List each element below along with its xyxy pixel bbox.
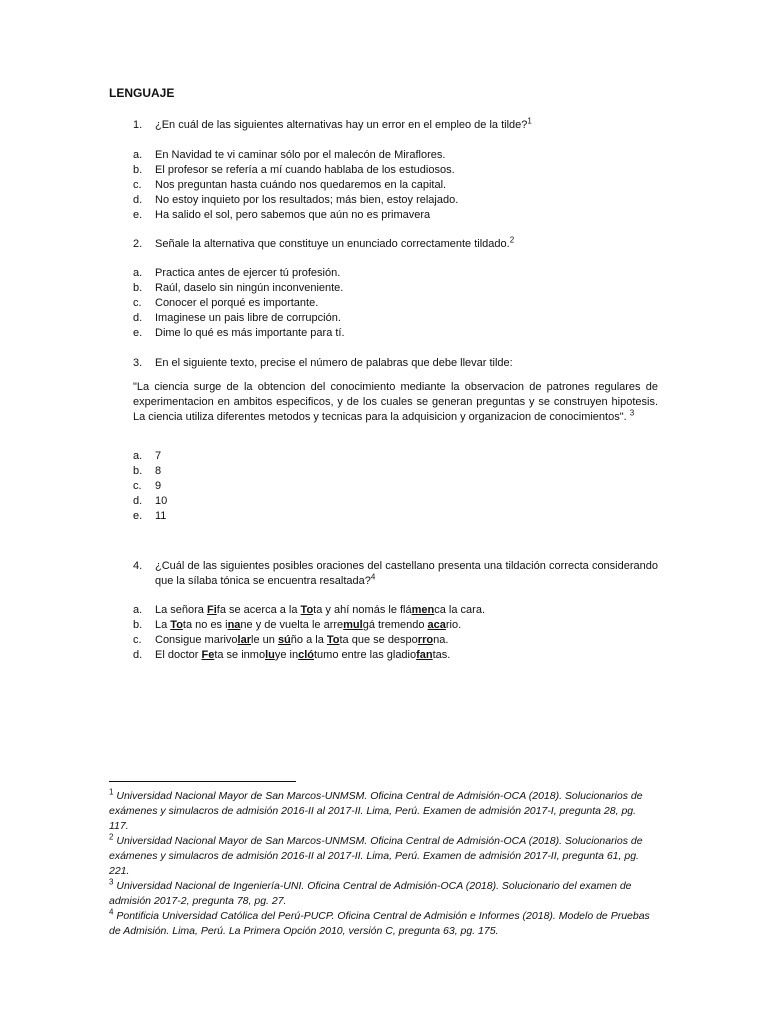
footnotes bbox=[109, 789, 657, 939]
option-item bbox=[133, 163, 653, 178]
option-text: 11 bbox=[155, 510, 167, 522]
option-item bbox=[133, 281, 653, 296]
options-q1 bbox=[133, 148, 653, 223]
option-item bbox=[133, 633, 653, 648]
option-item bbox=[133, 148, 653, 163]
stressed-syllable: rro bbox=[417, 634, 434, 646]
footnote-ref: 3 bbox=[629, 408, 635, 418]
question-number: 2. bbox=[133, 238, 143, 250]
text-fragment: na. bbox=[433, 634, 449, 646]
text-fragment: le un bbox=[251, 634, 278, 646]
option-text: En Navidad te vi caminar sólo por el malecón de Miraflores. bbox=[155, 149, 446, 161]
stressed-syllable: na bbox=[227, 619, 241, 631]
options-q3 bbox=[133, 449, 653, 524]
footnote-text: Pontificia Universidad Católica del Perú-PUCP. Oficina Central de Admisión e Informes (2018). Modelo de Pruebas de Admisión. Lima, Perú. La Primera Opción 2010, versión C, pregunta 63, pg. 175. bbox=[109, 910, 650, 937]
option-item bbox=[133, 208, 653, 223]
question-3 bbox=[133, 356, 658, 371]
stressed-syllable: sú bbox=[277, 634, 291, 646]
option-letter: c. bbox=[133, 634, 142, 646]
option-text: El profesor se refería a mí cuando hablaba de los estudiosos. bbox=[155, 164, 455, 176]
option-item bbox=[133, 266, 653, 281]
question-1 bbox=[133, 118, 658, 133]
option-letter: a. bbox=[133, 604, 143, 616]
text-fragment: El doctor bbox=[155, 649, 202, 661]
question-2 bbox=[133, 237, 658, 252]
footnote-ref: 1 bbox=[527, 116, 532, 126]
footnote-ref: 4 bbox=[370, 572, 376, 582]
option-item bbox=[133, 603, 653, 618]
option-text: 8 bbox=[155, 465, 162, 477]
option-text: Practica antes de ejercer tú profesión. bbox=[155, 267, 341, 279]
text-fragment: ca la cara. bbox=[434, 604, 485, 616]
stressed-syllable: mul bbox=[343, 619, 363, 631]
options-q4 bbox=[133, 603, 653, 663]
footnote-ref: 2 bbox=[509, 235, 515, 245]
option-item bbox=[133, 193, 653, 208]
option-text bbox=[155, 648, 653, 663]
option-item bbox=[133, 618, 653, 633]
text-fragment: tas. bbox=[432, 649, 451, 661]
footnote-divider bbox=[109, 781, 296, 782]
text-fragment: ño a la bbox=[290, 634, 327, 646]
stressed-syllable: cló bbox=[298, 649, 314, 661]
footnote-number: 1 bbox=[109, 787, 114, 797]
option-item bbox=[133, 326, 653, 341]
text-fragment: gá tremendo bbox=[362, 619, 428, 631]
text-fragment: ta que se despo bbox=[339, 634, 418, 646]
question-text: ¿Cuál de las siguientes posibles oraciones del castellano presenta una tildación correcta considerando que la sílaba tónica se encuentra resaltada?$^4$ bbox=[155, 560, 658, 587]
stressed-syllable: men bbox=[411, 604, 435, 616]
text-fragment: ta se inmo bbox=[214, 649, 266, 661]
footnote-text: Universidad Nacional de Ingeniería-UNI. Oficina Central de Admisión-OCA (2018). Solucionario del examen de admisión 2017-2, pregunta 78, pg. 27. bbox=[109, 880, 632, 907]
option-text: Conocer el porqué es importante. bbox=[155, 297, 319, 309]
stressed-syllable: lar bbox=[237, 634, 252, 646]
text-fragment: tumo entre las gladio bbox=[314, 649, 417, 661]
option-letter: b. bbox=[133, 465, 143, 477]
footnote-text: Universidad Nacional Mayor de San Marcos-UNMSM. Oficina Central de Admisión-OCA (2018). Solucionarios de exámenes y simulacros de admisión 2016-II al 2017-II. Lima, Perú. Examen de admisión 2017-I, pregunta 28, pg. 117. bbox=[109, 790, 643, 832]
option-text: Nos preguntan hasta cuándo nos quedaremos en la capital. bbox=[155, 179, 447, 191]
option-text bbox=[155, 603, 653, 618]
option-text: No estoy inquieto por los resultados; más bien, estoy relajado. bbox=[155, 194, 459, 206]
stressed-syllable: To bbox=[300, 604, 314, 616]
text-fragment: fa se acerca a la bbox=[216, 604, 301, 616]
text-fragment: ne y de vuelta le arre bbox=[240, 619, 344, 631]
question-text: ¿En cuál de las siguientes alternativas hay un error en el empleo de la tilde?$^1$ bbox=[155, 116, 532, 131]
footnote-number: 3 bbox=[109, 877, 114, 887]
section-heading: LENGUAJE bbox=[109, 86, 175, 100]
option-text: Imaginese un pais libre de corrupción. bbox=[155, 312, 341, 324]
question-number: 3. bbox=[133, 357, 143, 369]
option-item bbox=[133, 178, 653, 193]
option-text: 10 bbox=[155, 495, 168, 507]
option-item bbox=[133, 494, 653, 509]
option-letter: e. bbox=[133, 327, 143, 339]
option-letter: b. bbox=[133, 164, 143, 176]
option-letter: d. bbox=[133, 649, 143, 661]
option-letter: a. bbox=[133, 267, 143, 279]
text-fragment: La señora bbox=[155, 604, 207, 616]
option-letter: c. bbox=[133, 480, 142, 492]
option-letter: e. bbox=[133, 209, 143, 221]
option-letter: d. bbox=[133, 495, 143, 507]
question-text: Señale la alternativa que constituye un enunciado correctamente tildado.$^2$ bbox=[155, 235, 515, 250]
text-fragment: ta y ahí nomás le flá bbox=[313, 604, 412, 616]
question-4 bbox=[133, 559, 658, 589]
option-letter: d. bbox=[133, 194, 143, 206]
option-item bbox=[133, 449, 653, 464]
stressed-syllable: lu bbox=[265, 649, 275, 661]
option-letter: b. bbox=[133, 282, 143, 294]
option-letter: c. bbox=[133, 179, 142, 191]
options-q2 bbox=[133, 266, 653, 341]
text-fragment: ta no es i bbox=[182, 619, 228, 631]
option-text: Raúl, daselo sin ningún inconveniente. bbox=[155, 282, 344, 294]
option-item bbox=[133, 311, 653, 326]
option-letter: c. bbox=[133, 297, 142, 309]
text-fragment: Consigue marivo bbox=[155, 634, 238, 646]
stressed-syllable: To bbox=[326, 634, 340, 646]
text-fragment: La bbox=[155, 619, 171, 631]
footnote-number: 2 bbox=[109, 832, 114, 842]
stressed-syllable: aca bbox=[427, 619, 446, 631]
option-item bbox=[133, 296, 653, 311]
option-letter: a. bbox=[133, 450, 143, 462]
footnote bbox=[109, 909, 657, 939]
option-text: Dime lo qué es más importante para tí. bbox=[155, 327, 345, 339]
option-item bbox=[133, 479, 653, 494]
option-item bbox=[133, 509, 653, 524]
text-fragment: ye in bbox=[274, 649, 299, 661]
option-letter: d. bbox=[133, 312, 143, 324]
question-text: En el siguiente texto, precise el número de palabras que debe llevar tilde: bbox=[155, 357, 513, 369]
text-fragment: rio. bbox=[445, 619, 462, 631]
option-text: 9 bbox=[155, 480, 162, 492]
stressed-syllable: Fe bbox=[201, 649, 215, 661]
option-text: Ha salido el sol, pero sabemos que aún no es primavera bbox=[155, 209, 431, 221]
footnote-text: Universidad Nacional Mayor de San Marcos-UNMSM. Oficina Central de Admisión-OCA (2018). Solucionarios de exámenes y simulacros de admisión 2016-II al 2017-II. Lima, Perú. Examen de admisión 2017-II, pregunta 61, pg. 221. bbox=[109, 835, 643, 877]
footnote bbox=[109, 879, 657, 909]
option-letter: e. bbox=[133, 510, 143, 522]
option-text bbox=[155, 633, 653, 648]
footnote bbox=[109, 789, 657, 834]
footnote bbox=[109, 834, 657, 879]
passage-text: "La ciencia surge de la obtencion del conocimiento mediante la observacion de patrones regulares de experimentacion en ambitos especificos, y de los cuales se generan preguntas y se construyen hipotesis. La ciencia utiliza diferentes metodos y tecnicas para la adquisicion y organizacion de conocimientos". $^3$ bbox=[133, 381, 658, 423]
option-item bbox=[133, 648, 653, 663]
option-letter: b. bbox=[133, 619, 143, 631]
option-letter: a. bbox=[133, 149, 143, 161]
stressed-syllable: fan bbox=[416, 649, 433, 661]
stressed-syllable: Fi bbox=[206, 604, 217, 616]
question-number: 4. bbox=[133, 560, 143, 572]
option-item bbox=[133, 464, 653, 479]
question-number: 1. bbox=[133, 119, 143, 131]
option-text: 7 bbox=[155, 450, 162, 462]
option-text bbox=[155, 618, 653, 633]
stressed-syllable: To bbox=[170, 619, 183, 631]
footnote-number: 4 bbox=[109, 907, 114, 917]
